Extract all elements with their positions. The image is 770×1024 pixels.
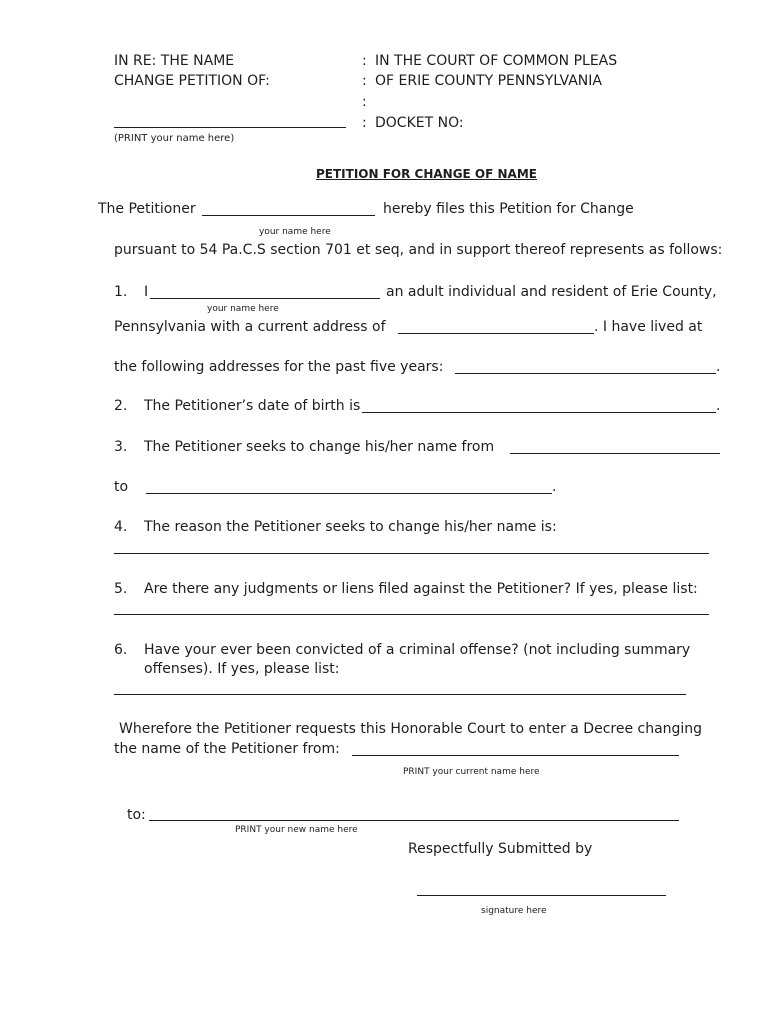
intro-line2: pursuant to 54 Pa.C.S section 701 et seq, and in support thereof represents as follows: — [114, 242, 723, 258]
caption-colon-4: : — [362, 115, 367, 131]
court-name: IN THE COURT OF COMMON PLEAS — [375, 53, 618, 69]
item-1-name-line[interactable] — [150, 298, 380, 299]
item-4-number: 4. — [114, 519, 128, 535]
item-3-to-line[interactable] — [146, 493, 552, 494]
item-2-text: The Petitioner’s date of birth is — [144, 398, 361, 414]
item-1-lived-at: . I have lived at — [594, 319, 703, 335]
item-1-address-label: Pennsylvania with a current address of — [114, 319, 386, 335]
item-5-number: 5. — [114, 581, 128, 597]
item-3-to: to — [114, 479, 129, 495]
item-3-period: . — [552, 479, 557, 495]
item-2-number: 2. — [114, 398, 128, 414]
item-2-dob-line[interactable] — [362, 412, 716, 413]
intro-after: hereby files this Petition for Change — [383, 201, 634, 217]
item-1-past-addresses-label: the following addresses for the past five years: — [114, 359, 444, 375]
item-1-past-addresses-line[interactable] — [455, 373, 716, 374]
caption-colon-2: : — [362, 73, 367, 89]
page-title: PETITION FOR CHANGE OF NAME — [316, 167, 537, 181]
caption-colon-1: : — [362, 53, 367, 69]
caption-name-line[interactable] — [114, 127, 346, 128]
intro-name-hint: your name here — [259, 227, 331, 237]
new-name-hint: PRINT your new name here — [235, 825, 358, 835]
signature-line[interactable] — [417, 895, 666, 896]
caption-change-petition-of: CHANGE PETITION OF: — [114, 73, 270, 89]
respectfully-submitted: Respectfully Submitted by — [408, 841, 593, 857]
current-name-line[interactable] — [352, 755, 679, 756]
intro-name-line[interactable] — [202, 215, 375, 216]
item-5-answer-line[interactable] — [114, 614, 709, 615]
item-6-text-2: offenses). If yes, please list: — [144, 661, 340, 677]
item-1-period: . — [716, 359, 721, 375]
item-1-name-hint: your name here — [207, 304, 279, 314]
wherefore-line-2: the name of the Petitioner from: — [114, 741, 340, 757]
caption-name-hint: (PRINT your name here) — [114, 133, 235, 144]
item-3-from-line[interactable] — [510, 453, 720, 454]
item-1-address-line[interactable] — [398, 333, 594, 334]
current-name-hint: PRINT your current name here — [403, 767, 540, 777]
caption-in-re: IN RE: THE NAME — [114, 53, 235, 69]
caption-colon-3: : — [362, 94, 367, 110]
item-4-text: The reason the Petitioner seeks to change his/her name is: — [144, 519, 557, 535]
signature-hint: signature here — [481, 906, 547, 916]
item-3-number: 3. — [114, 439, 128, 455]
new-name-line[interactable] — [149, 820, 679, 821]
wherefore-line-1: Wherefore the Petitioner requests this Honorable Court to enter a Decree changing — [119, 721, 703, 737]
item-2-period: . — [716, 398, 721, 414]
item-6-number: 6. — [114, 642, 128, 658]
item-3-text: The Petitioner seeks to change his/her name from — [144, 439, 495, 455]
item-1-number: 1. — [114, 284, 128, 300]
item-5-text: Are there any judgments or liens filed against the Petitioner? If yes, please list: — [144, 581, 698, 597]
item-6-text-1: Have your ever been convicted of a criminal offense? (not including summary — [144, 642, 691, 658]
item-4-answer-line[interactable] — [114, 553, 709, 554]
item-1-after: an adult individual and resident of Erie County, — [386, 284, 717, 300]
docket-label: DOCKET NO: — [375, 115, 464, 131]
item-6-answer-line[interactable] — [114, 694, 686, 695]
intro-before: The Petitioner — [98, 201, 196, 217]
court-county: OF ERIE COUNTY PENNSYLVANIA — [375, 73, 602, 89]
new-name-to: to: — [127, 807, 146, 823]
item-1-before: I — [144, 284, 149, 300]
